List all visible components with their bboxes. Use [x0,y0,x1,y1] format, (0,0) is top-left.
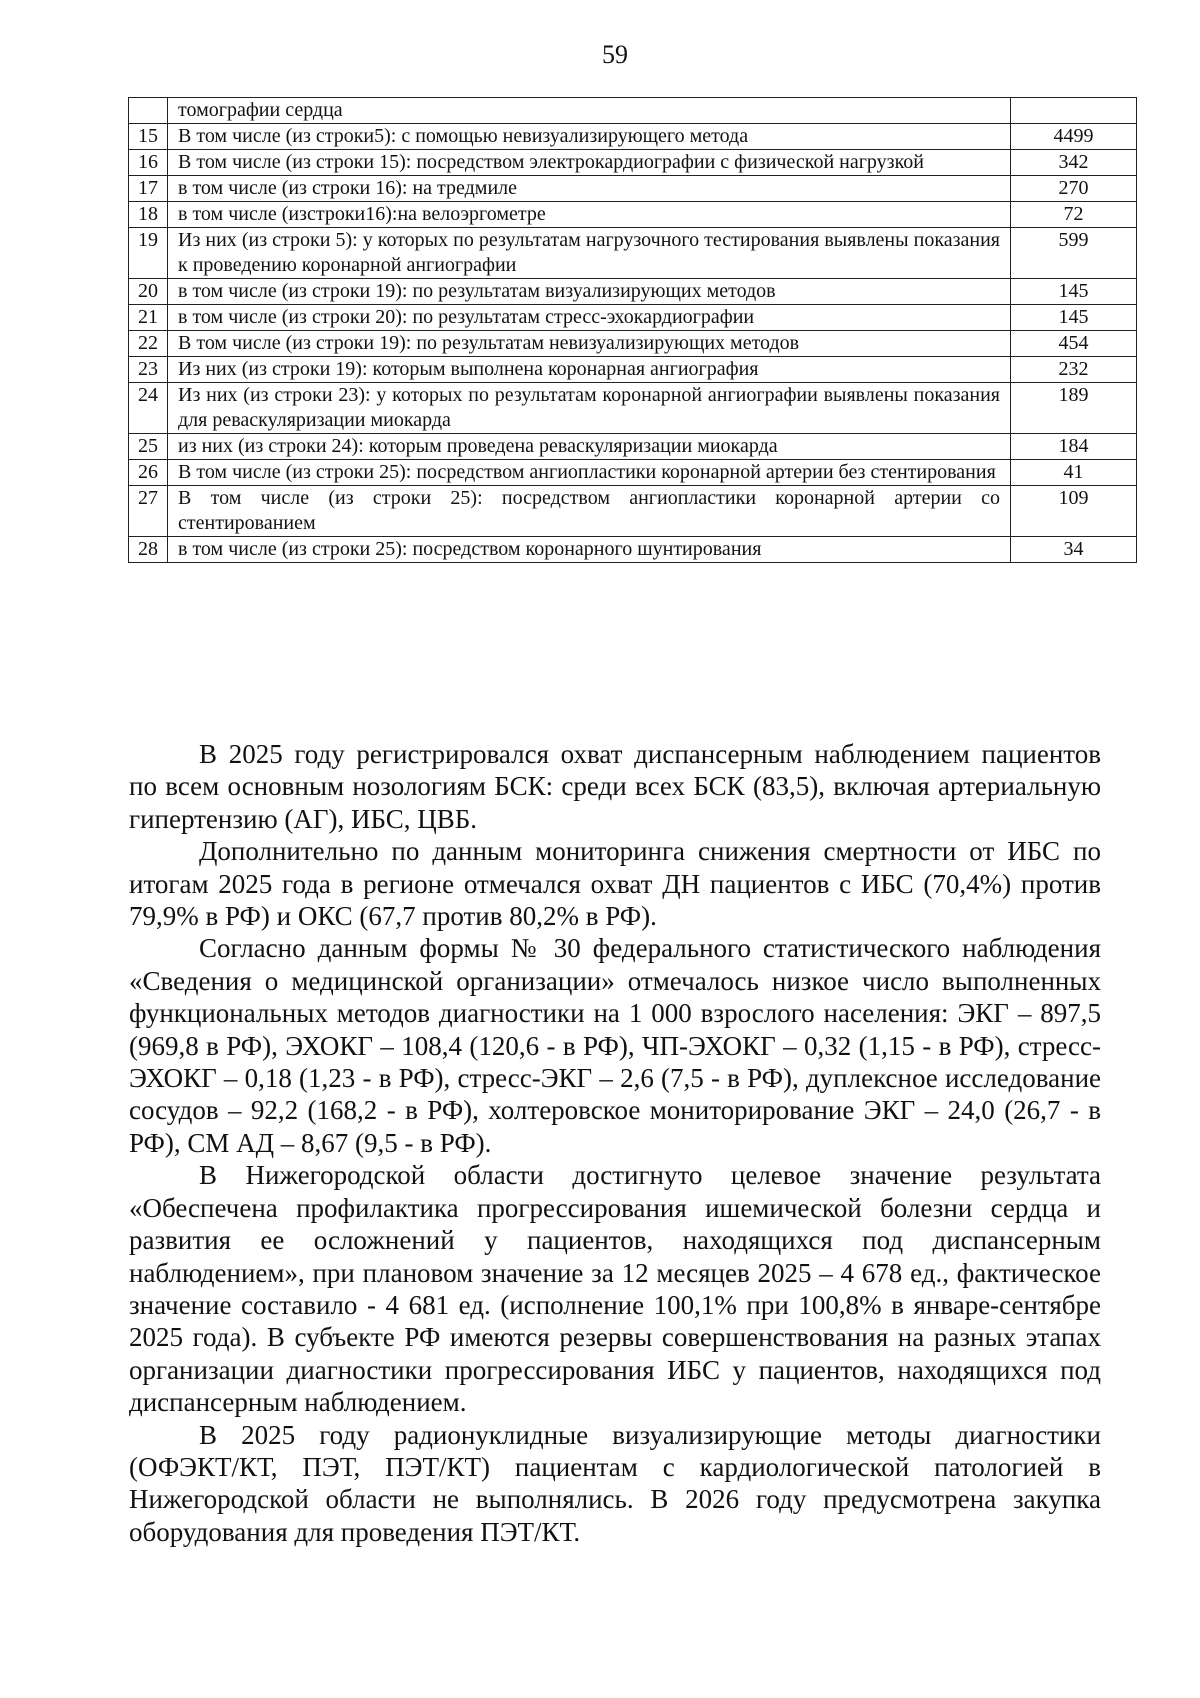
table-row [129,98,1137,124]
row-number-cell: 15 [129,124,168,150]
row-description: в том числе (из строки 19): по результатам визуализирующих методов [178,280,776,302]
row-number-cell: 21 [129,305,168,331]
row-value-cell: 145 [1011,279,1137,305]
row-description: В том числе (из строки 19): по результатам невизуализирующих методов [178,332,800,354]
row-value-cell: 342 [1011,150,1137,176]
row-description-cell [168,434,1011,460]
row-value-cell: 454 [1011,331,1137,357]
row-value-cell: 184 [1011,434,1137,460]
row-description: в том числе (из строки 16): на тредмиле [178,177,518,199]
table-row [129,176,1137,202]
row-value-cell: 34 [1011,537,1137,563]
row-description: в том числе (из строки 25): посредством коронарного шунтирования [178,538,762,560]
row-number-cell: 16 [129,150,168,176]
row-description-cell [168,305,1011,331]
row-value-cell: 72 [1011,202,1137,228]
paragraph: Согласно данным формы № 30 федерального статистического наблюдения «Сведения о медицинской организации» отмечалось низкое число выполненных функциональных методов диагностики на 1 000 взрослого населения: ЭКГ – 897,5 (969,8 в РФ), ЭХОКГ – 108,4 (120,6 - в РФ), ЧП-ЭХОКГ – 0,32 (1,15 - в РФ), стресс-ЭХОКГ – 0,18 (1,23 - в РФ), стресс-ЭКГ – 2,6 (7,5 - в РФ), дуплексное исследование сосудов – 92,2 (168,2 - в РФ), холтеровское мониторирование ЭКГ – 24,0 (26,7 - в РФ), СМ АД – 8,67 (9,5 - в РФ). [129,933,1101,1158]
page-number: 59 [602,40,628,69]
table-row [129,202,1137,228]
row-value-cell: 270 [1011,176,1137,202]
row-description-cell [168,486,1011,537]
row-description-cell [168,202,1011,228]
row-number-cell: 18 [129,202,168,228]
row-number-cell: 28 [129,537,168,563]
table-row [129,228,1137,279]
row-description-cell [168,279,1011,305]
row-description: В том числе (из строки 15): посредством электрокардиографии с физической нагрузкой [178,151,924,173]
table-row [129,124,1137,150]
row-value-cell: 145 [1011,305,1137,331]
table-row [129,279,1137,305]
paragraph: Дополнительно по данным мониторинга снижения смертности от ИБС по итогам 2025 года в регионе отмечался охват ДН пациентов с ИБС (70,4%) против 79,9% в РФ) и ОКС (67,7 против 80,2% в РФ). [129,836,1101,932]
row-description: Из них (из строки 19): которым выполнена коронарная ангиография [178,358,759,380]
row-description-cell [168,150,1011,176]
row-description: в том числе (изстроки16):на велоэргометре [178,203,546,225]
row-number-cell: 23 [129,357,168,383]
row-number-cell: 24 [129,383,168,434]
row-value-cell: 232 [1011,357,1137,383]
row-description-cell [168,98,1011,124]
row-description: В том числе (из строки 25): посредством ангиопластики коронарной артерии со стентированием [178,487,1000,534]
row-description: В том числе (из строки 25): посредством ангиопластики коронарной артерии без стентирования [178,461,996,483]
statistics-table [128,97,1137,563]
row-number-cell: 20 [129,279,168,305]
row-value-cell: 4499 [1011,124,1137,150]
row-value-cell: 109 [1011,486,1137,537]
paragraph: В 2025 году регистрировался охват диспансерным наблюдением пациентов по всем основным нозологиям БСК: среди всех БСК (83,5), включая артериальную гипертензию (АГ), ИБС, ЦВБ. [129,739,1101,834]
row-description-cell [168,228,1011,279]
row-description-cell [168,331,1011,357]
table-row [129,460,1137,486]
row-description: Из них (из строки 5): у которых по результатам нагрузочного тестирования выявлены показания к проведению коронарной ангиографии [178,229,1000,276]
row-description: В том числе (из строки5): с помощью невизуализирующего метода [178,125,749,147]
row-number-cell: 17 [129,176,168,202]
table-row [129,331,1137,357]
row-description-cell [168,124,1011,150]
body-text [129,738,1101,1548]
row-value-cell: 599 [1011,228,1137,279]
paragraph: В Нижегородской области достигнуто целевое значение результата «Обеспечена профилактика прогрессирования ишемической болезни сердца и развития ее осложнений у пациентов, находящихся под диспансерным наблюдением», при плановом значение за 12 месяцев 2025 – 4 678 ед., фактическое значение составило - 4 681 ед. (исполнение 100,1% при 100,8% в январе-сентябре 2025 года). В субъекте РФ имеются резервы совершенствования на разных этапах организации диагностики прогрессирования ИБС у пациентов, находящихся под диспансерным наблюдением. [129,1160,1101,1418]
row-description: томографии сердца [178,99,343,121]
table-row [129,305,1137,331]
row-value-cell: 189 [1011,383,1137,434]
row-number-cell: 27 [129,486,168,537]
row-number-cell: 19 [129,228,168,279]
paragraph: В 2025 году радионуклидные визуализирующие методы диагностики (ОФЭКТ/КТ, ПЭТ, ПЭТ/КТ) пациентам с кардиологической патологией в Нижегородской области не выполнялись. В 2026 году предусмотрена закупка оборудования для проведения ПЭТ/КТ. [129,1419,1101,1547]
row-description-cell [168,383,1011,434]
table-row [129,150,1137,176]
row-number-cell [129,98,168,124]
row-description: из них (из строки 24): которым проведена реваскуляризации миокарда [178,435,778,457]
table-row [129,486,1137,537]
table-row [129,434,1137,460]
row-value-cell: 41 [1011,460,1137,486]
table-row [129,383,1137,434]
row-description: в том числе (из строки 20): по результатам стресс-эхокардиографии [178,306,755,328]
row-number-cell: 25 [129,434,168,460]
row-description-cell [168,357,1011,383]
row-number-cell: 26 [129,460,168,486]
row-description-cell [168,460,1011,486]
row-number-cell: 22 [129,331,168,357]
table-row [129,357,1137,383]
table-body [129,98,1137,563]
row-value-cell [1011,98,1137,124]
row-description-cell [168,176,1011,202]
table-row [129,537,1137,563]
row-description-cell [168,537,1011,563]
row-description: Из них (из строки 23): у которых по результатам коронарной ангиографии выявлены показания для реваскуляризации миокарда [178,384,1000,431]
